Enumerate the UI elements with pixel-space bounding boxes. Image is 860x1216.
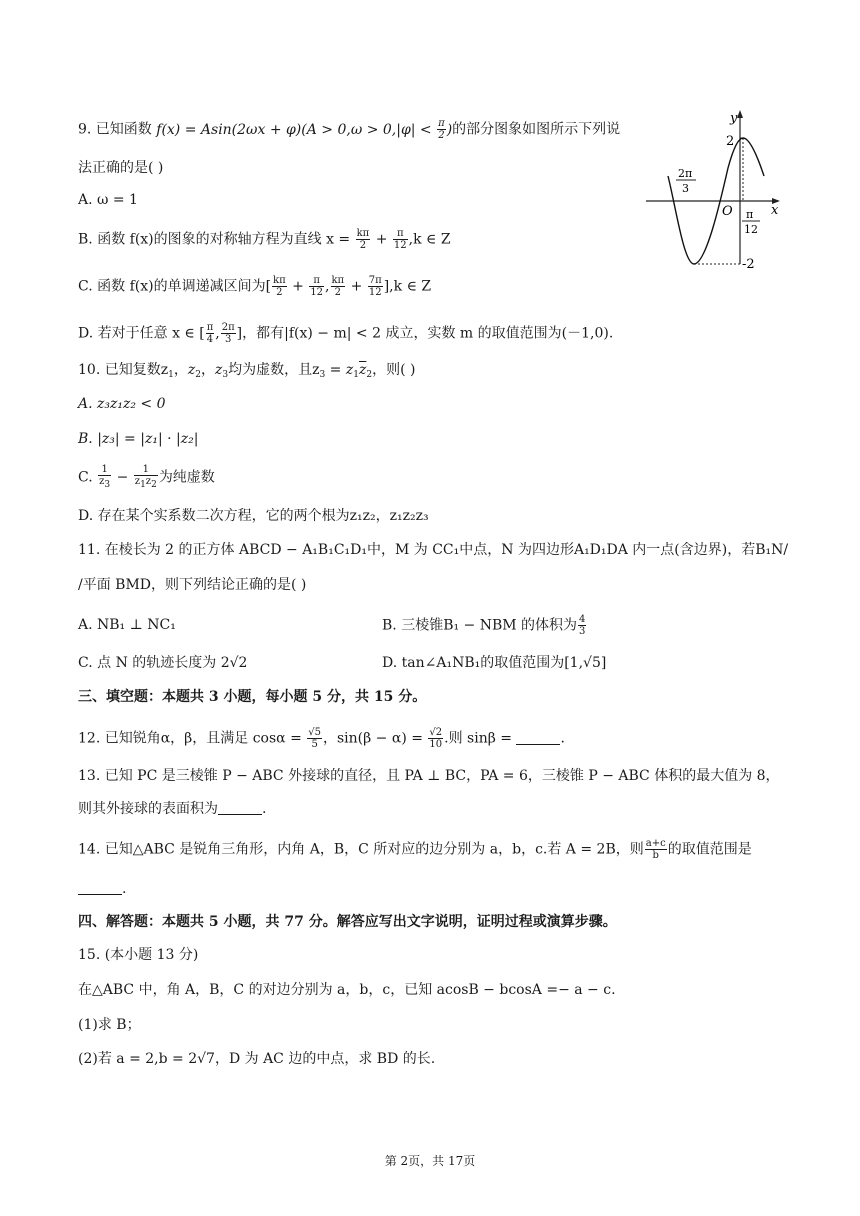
x-left-denominator: 3 <box>682 182 689 195</box>
q9-stem-end: 的部分图象如图所示下列说 <box>452 121 621 138</box>
q13-line2: 则其外接球的表面积为 . <box>78 801 267 817</box>
q9-option-b: B. 函数 f(x)的图象的对称轴方程为直线 x = $\frac{k\pi}{2}$ + $\frac{\pi}{12}$ ,k ∈ Z <box>78 228 451 251</box>
x-axis-label: x <box>771 203 779 218</box>
q11-option-a: A. NB₁ ⊥ NC₁ <box>78 617 176 633</box>
q14-line1-end: 的取值范围是 <box>667 841 752 858</box>
x-right-numerator: π <box>746 208 754 221</box>
q9-option-c-start: C. 函数 f(x)的单调递减区间为[ <box>78 278 272 295</box>
q13-line2-text: 则其外接球的表面积为 <box>78 801 218 817</box>
q10-stem-end: ，则( ) <box>372 362 416 378</box>
q14-line2-end: . <box>122 881 127 897</box>
page-footer: 第 2页，共 17页 <box>384 1154 476 1168</box>
q14-line2 <box>78 878 126 900</box>
q9-line1 <box>78 118 620 141</box>
q9-function: f(x) = Asin(2ωx + φ)(A > 0,ω > 0,|φ| < $\frac{\pi}{2}$ ) <box>156 118 453 141</box>
q12-part-d: . <box>560 730 565 747</box>
q12-answer-blank[interactable] <box>516 730 560 745</box>
q15-part2: (2)若 a = 2,b = 2√7，D 为 AC 边的中点，求 BD 的长. <box>78 1051 436 1067</box>
q13-answer-blank[interactable] <box>218 800 262 815</box>
q12-part-b: ，sin(β − α) = <box>323 730 428 747</box>
q10-option-d: D. 存在某个实系数二次方程，它的两个根为z₁z₂，z₁z₂z₃ <box>78 508 429 524</box>
q11-option-b: B. 三棱锥B₁ − NBM 的体积为 $\frac{4}{3}$ <box>382 614 586 637</box>
q15-stem: 在△ABC 中，角 A，B，C 的对边分别为 a，b，c，已知 acosB − bcosA =− a − c. <box>78 982 616 998</box>
y-min-label: -2 <box>742 257 755 268</box>
q9-option-d-end: ]，都有|f(x) − m| < 2 成立，实数 m 的取值范围为(－1,0). <box>236 325 614 342</box>
section4-heading: 四、解答题：本题共 5 小题，共 77 分。解答应写出文字说明，证明过程或演算步骤。 <box>78 914 617 930</box>
q9-option-c-end: ],k ∈ Z <box>383 278 432 295</box>
q9-stem-start: 9. 已知函数 <box>78 121 157 138</box>
q12: 12. 已知锐角α，β，且满足 cosα = $\frac{√5}{5}$ ，sin(β − α) = $\frac{√2}{10}$ .则 sinβ = . <box>78 727 565 750</box>
q14-answer-blank[interactable] <box>78 880 122 895</box>
x-right-denominator: 12 <box>744 223 758 236</box>
q13-line1: 13. 已知 PC 是三棱锥 P − ABC 外接球的直径，且 PA ⊥ BC，PA = 6，三棱锥 P − ABC 体积的最大值为 8， <box>78 768 780 784</box>
q9-option-b-end: ,k ∈ Z <box>408 231 451 248</box>
q11-line1: 11. 在棱长为 2 的正方体 ABCD − A₁B₁C₁D₁中，M 为 CC₁中点，N 为四边形A₁D₁DA 内一点(含边界)，若B₁N/ <box>78 542 789 558</box>
q10-option-b: B. |z₃| = |z₁| · |z₂| <box>78 431 199 447</box>
q9-option-a: A. ω = 1 <box>78 192 138 208</box>
q11-line2: /平面 BMD，则下列结论正确的是( ) <box>78 577 307 593</box>
q9-sine-graph <box>640 108 780 268</box>
q14-line1: 14. 已知△ABC 是锐角三角形，内角 A，B，C 所对应的边分别为 a，b，c.若 A = 2B，则 $\frac{a+c}{b}$ 的取值范围是 <box>78 838 752 861</box>
q10-option-a: A. z₃z₁z₂ < 0 <box>78 396 166 412</box>
q10-option-c: C. $\frac{1}{z3}$ − $\frac{1}{z1z2}$ 为纯虚数 <box>78 464 215 490</box>
x-left-numerator: 2π <box>678 167 693 180</box>
q11-option-b-text: B. 三棱锥B₁ − NBM 的体积为 <box>382 617 578 634</box>
origin-label: O <box>722 204 733 219</box>
q10-stem: 10. 已知复数$z_1$，$z_2$，$z_3$均为虚数，且$z_3 = z_1\overline{z}_2$，则( ) <box>78 362 416 380</box>
q15-header: 15. (本小题 13 分) <box>78 947 199 963</box>
q9-option-d-start: D. 若对于任意 x ∈ [ <box>78 325 205 342</box>
q15-part1: (1)求 B； <box>78 1017 141 1033</box>
q12-part-a: 12. 已知锐角α，β，且满足 cosα = <box>78 730 307 747</box>
q9-line2: 法正确的是( ) <box>78 160 164 176</box>
q14-line1-start: 14. 已知△ABC 是锐角三角形，内角 A，B，C 所对应的边分别为 a，b，c.若 A = 2B，则 <box>78 841 644 858</box>
q10-option-c-text: 为纯虚数 <box>158 469 215 486</box>
q9-option-b-start: B. 函数 f(x)的图象的对称轴方程为直线 x = <box>78 231 355 248</box>
q12-part-c: .则 sinβ = <box>444 730 517 747</box>
q10-stem-mid: 均为虚数，且z <box>228 362 320 378</box>
q10-stem-start: 10. 已知复数z <box>78 362 169 378</box>
y-axis-arrow <box>737 110 743 118</box>
y-axis-label: y <box>730 111 738 126</box>
q11-option-d: D. tan∠A₁NB₁的取值范围为[1,√5] <box>382 655 607 671</box>
q9-option-d: D. 若对于任意 x ∈ [ $\frac{\pi}{4}$ , $\frac{2\pi}{3}$ ]，都有|f(x) − m| < 2 成立，实数 m 的取值范围为(－1,0). <box>78 322 614 345</box>
q9-option-c: C. 函数 f(x)的单调递减区间为[ $\frac{k\pi}{2}$ + $\frac{\pi}{12}$ , $\frac{k\pi}{2}$ + $\frac{7\pi}{12}$ ],k ∈ Z <box>78 275 432 298</box>
section3-heading: 三、填空题：本题共 3 小题，每小题 5 分，共 15 分。 <box>78 689 427 705</box>
q11-option-c: C. 点 N 的轨迹长度为 2√2 <box>78 655 248 671</box>
y-max-label: 2 <box>726 134 735 149</box>
